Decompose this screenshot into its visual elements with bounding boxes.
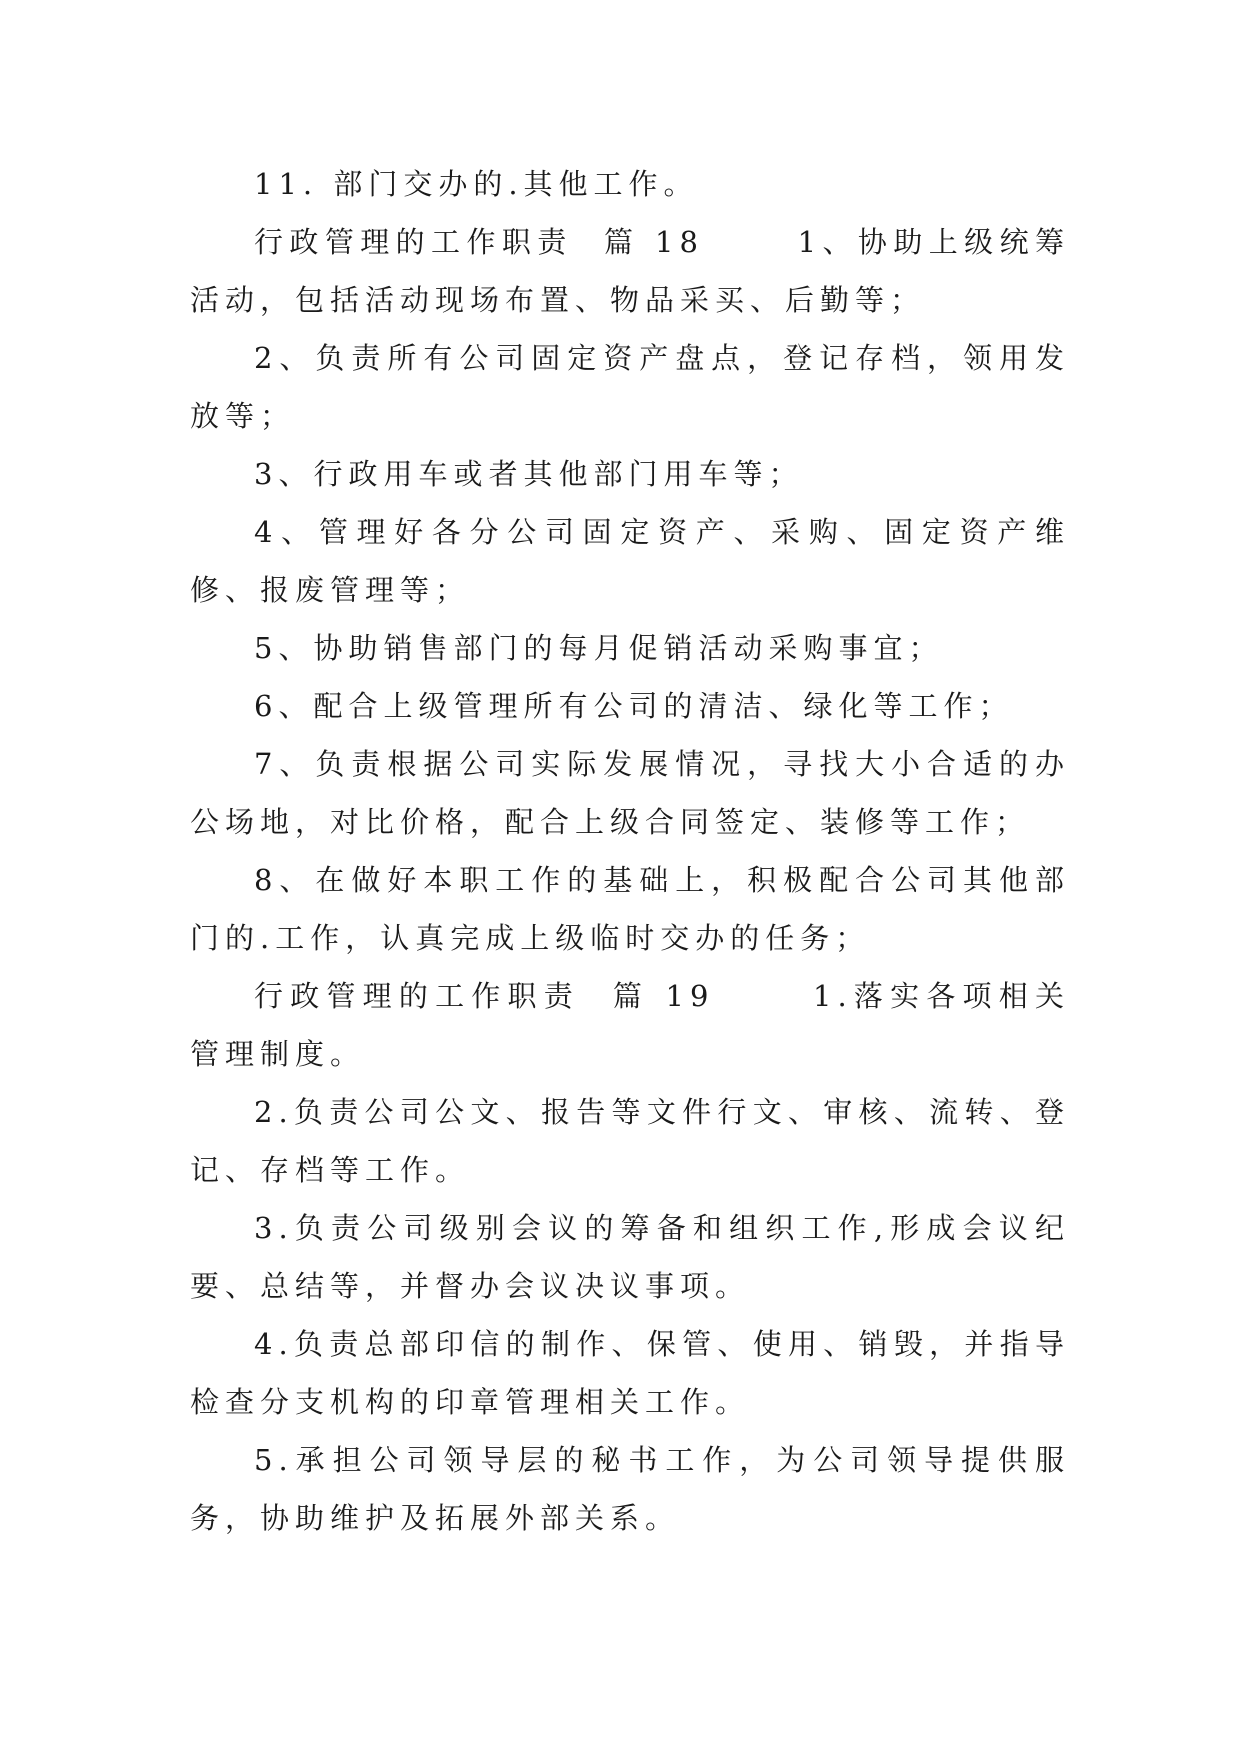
paragraph-section-18-item-1: 行政管理的工作职责 篇 18 1、协助上级统筹活动，包括活动现场布置、物品采买、后勤等； <box>190 225 1070 317</box>
paragraph-item-4b: 4.负责总部印信的制作、保管、使用、销毁，并指导检查分支机构的印章管理相关工作。 <box>190 1327 1070 1419</box>
document-body <box>190 155 1070 1547</box>
paragraph-item-5: 5、协助销售部门的每月促销活动采购事宜； <box>254 631 944 665</box>
paragraph-section-19-item-1: 行政管理的工作职责 篇 19 1.落实各项相关管理制度。 <box>190 979 1070 1071</box>
paragraph-item-4: 4、管理好各分公司固定资产、采购、固定资产维修、报废管理等； <box>190 515 1070 607</box>
paragraph-item-3: 3、行政用车或者其他部门用车等； <box>254 457 804 491</box>
paragraph-item-6: 6、配合上级管理所有公司的清洁、绿化等工作； <box>254 689 1014 723</box>
paragraph-item-3b: 3.负责公司级别会议的筹备和组织工作,形成会议纪要、总结等，并督办会议决议事项。 <box>190 1211 1070 1303</box>
paragraph-item-5b: 5.承担公司领导层的秘书工作，为公司领导提供服务，协助维护及拓展外部关系。 <box>190 1443 1070 1535</box>
paragraph-item-7: 7、负责根据公司实际发展情况，寻找大小合适的办公场地，对比价格，配合上级合同签定、装修等工作； <box>190 747 1070 839</box>
paragraph-item-2b: 2.负责公司公文、报告等文件行文、审核、流转、登记、存档等工作。 <box>190 1095 1070 1187</box>
paragraph-item-11: 11. 部门交办的.其他工作。 <box>254 167 699 201</box>
paragraph-item-2: 2、负责所有公司固定资产盘点，登记存档，领用发放等； <box>190 341 1070 433</box>
paragraph-item-8: 8、在做好本职工作的基础上，积极配合公司其他部门的.工作，认真完成上级临时交办的任务； <box>190 863 1070 955</box>
